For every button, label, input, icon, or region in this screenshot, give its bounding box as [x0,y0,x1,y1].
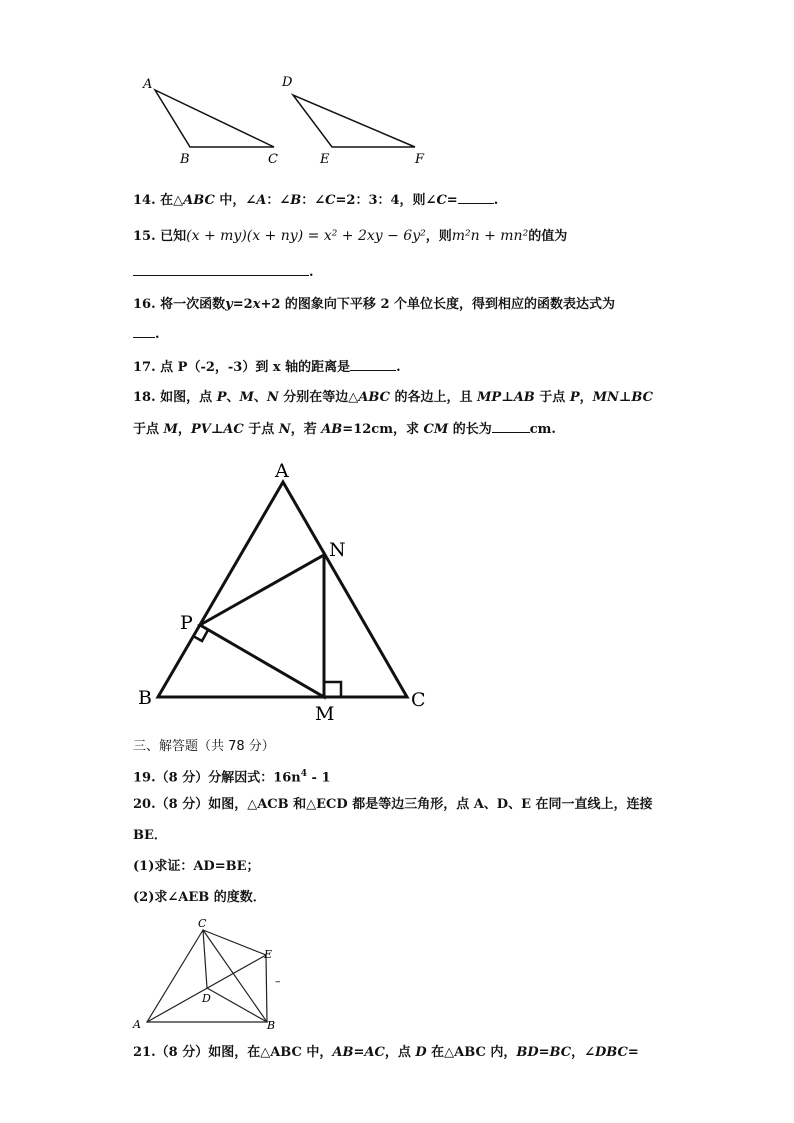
q14-c2: C [436,193,447,208]
label-a: A [143,77,153,92]
q21-text: （8 分）如图，在△ABC 中， [155,1045,333,1060]
label-c: C [198,917,207,930]
q18-m: M [239,390,254,405]
question-number: 17. [133,360,156,375]
q18-pv: PV [190,422,211,437]
q18-abc: ABC [358,390,390,405]
triangle-abc-outer [158,482,407,697]
q19-text: （8 分）分解因式：16n [155,770,301,786]
label-c: C [411,689,426,711]
q21-text: 在△ABC 内， [426,1045,517,1060]
segment-ce [203,930,266,955]
question-17 [133,358,401,378]
q15-formula: (x + my)(x + ny) = x² + 2xy − 6y² [186,228,426,244]
q14-text: 在△ [160,193,184,208]
label-e: E [264,948,273,961]
q18-text: 分别在等边△ [278,390,359,405]
question-number: 18. [133,390,156,405]
label-n: N [329,539,346,561]
dash-mark: – [275,975,281,988]
right-angle-mark-m [324,682,341,697]
q21-eq: = [627,1045,639,1060]
q18-ab: AB [513,390,535,405]
q21-ab: AB [332,1045,354,1060]
q18-mp: MP [477,390,502,405]
q14-ratio: =2：3：4，则∠ [335,193,437,208]
q15-pre: 已知 [160,229,187,244]
label-p: P [180,612,193,634]
q15-expr: m²n + mn² [451,228,529,244]
triangle-acb [147,930,267,1022]
question-number: 14. [133,193,156,208]
question-number: 20. [133,797,156,812]
question-18-line-2 [133,420,556,440]
question-number: 21. [133,1045,156,1060]
label-a: A [275,460,289,482]
question-16-answer-line [133,325,160,345]
question-20-part-2 [133,888,266,908]
q19-exponent: 4 [300,769,308,779]
q14-sep: ：∠ [266,193,291,208]
q14-b: B [290,193,302,208]
label-f: F [415,152,425,167]
q18-perp: ⊥ [618,390,632,405]
section-3-title: 三、解答题（共 78 分） [133,739,275,754]
q18-perp: ⊥ [210,422,224,437]
q20-text: BE． [133,828,167,843]
q18-comma: ， [579,390,593,405]
label-b: B [138,687,152,709]
q18-n2: N [278,422,291,437]
segment-cd [203,930,207,988]
q18-perp: ⊥ [501,390,514,405]
triangle-pmn-inner [200,555,324,697]
answer-blank[interactable] [458,191,494,204]
question-number: 15. [133,229,156,244]
figure-equilateral-triangle-pmn [130,455,440,730]
question-19 [133,764,331,788]
q21-text: ，点 [384,1045,416,1060]
q18-comma: ， [177,422,191,437]
q18-text: 于点 [243,422,279,437]
q18-unit: cm. [529,422,556,437]
answer-blank[interactable] [133,263,309,276]
question-20-part-1 [133,857,260,877]
q21-eq: = [538,1045,550,1060]
figure-two-equilateral-triangles [130,915,300,1035]
q15-mid: ，则 [425,229,452,244]
q18-p2: P [569,390,580,405]
question-18-line-1 [133,388,653,408]
q20-part-1: (1)求证：AD=BE； [133,859,260,874]
question-14 [133,191,498,211]
q16-end: . [155,327,160,342]
triangle-def [293,95,415,147]
q18-text: 如图，点 [160,390,217,405]
triangle-abc [155,90,274,147]
q16-text: 将一次函数 [160,297,226,312]
q16-y: y [225,297,233,312]
q16-x: x [252,297,261,312]
q20-part-2: (2)求∠AEB 的度数． [133,890,266,905]
segment-db [207,988,267,1022]
q16-eq: =2 [232,297,253,312]
q18-text: 于点 [534,390,570,405]
label-b: B [267,1019,276,1032]
q18-text: ，若 [290,422,322,437]
label-c: C [268,152,278,167]
q14-abc: ABC [183,193,215,208]
q21-bc: BC [549,1045,572,1060]
q19-tail: - 1 [307,770,331,786]
answer-blank[interactable] [133,325,155,338]
q18-cm: CM [423,422,449,437]
answer-blank[interactable] [350,358,396,371]
q18-ac: AC [223,422,244,437]
segment-eb [266,955,267,1022]
figure-triangles-abc-def [130,70,430,175]
q20-text: （8 分）如图，△ACB 和△ECD 都是等边三角形，点 A、D、E 在同一直线上，连接 [155,797,653,812]
question-15 [133,226,567,247]
q16-text: 的图象向下平移 2 个单位长度，得到相应的函数表达式为 [280,297,616,312]
q18-sep: 、 [253,390,267,405]
q18-text: 的长为 [448,422,492,437]
question-21 [133,1043,639,1063]
q21-eq: = [353,1045,365,1060]
label-m: M [315,703,335,725]
q21-ac: AC [364,1045,385,1060]
label-d: D [282,75,293,90]
q18-p: P [216,390,227,405]
q18-sep: 、 [226,390,240,405]
question-number: 16. [133,297,156,312]
q14-sep: ：∠ [301,193,326,208]
label-e: E [320,152,330,167]
q21-bd: BD [516,1045,539,1060]
q14-text: 中，∠ [214,193,257,208]
q21-text: ，∠ [571,1045,595,1060]
q14-c: C [325,193,336,208]
question-number: 19. [133,770,156,786]
q21-dbc: DBC [595,1045,628,1060]
q17-end: . [396,360,401,375]
answer-blank[interactable] [492,420,530,433]
question-20-line-1 [133,795,653,815]
q18-m2: M [163,422,178,437]
q15-post: 的值为 [528,229,568,244]
q18-text: =12cm，求 [342,422,424,437]
question-16 [133,295,615,315]
q17-text: 点 P（-2，-3）到 x 轴的距离是 [160,360,351,375]
q15-end: . [309,265,314,280]
q18-mn: MN [592,390,619,405]
q18-ab2: AB [321,422,343,437]
q18-bc: BC [631,390,653,405]
label-d: D [202,992,211,1005]
q14-a: A [256,193,267,208]
question-15-answer-line [133,263,314,283]
q18-text: 的各边上，且 [389,390,478,405]
q14-eq: = [446,193,458,208]
label-a: A [133,1018,141,1031]
q18-n: N [266,390,279,405]
section-title [133,737,275,757]
q21-d: D [415,1045,427,1060]
q18-text: 于点 [133,422,164,437]
q16-plus: +2 [260,297,281,312]
label-b: B [180,152,190,167]
q14-end: . [493,193,499,208]
question-20-line-2 [133,826,167,846]
